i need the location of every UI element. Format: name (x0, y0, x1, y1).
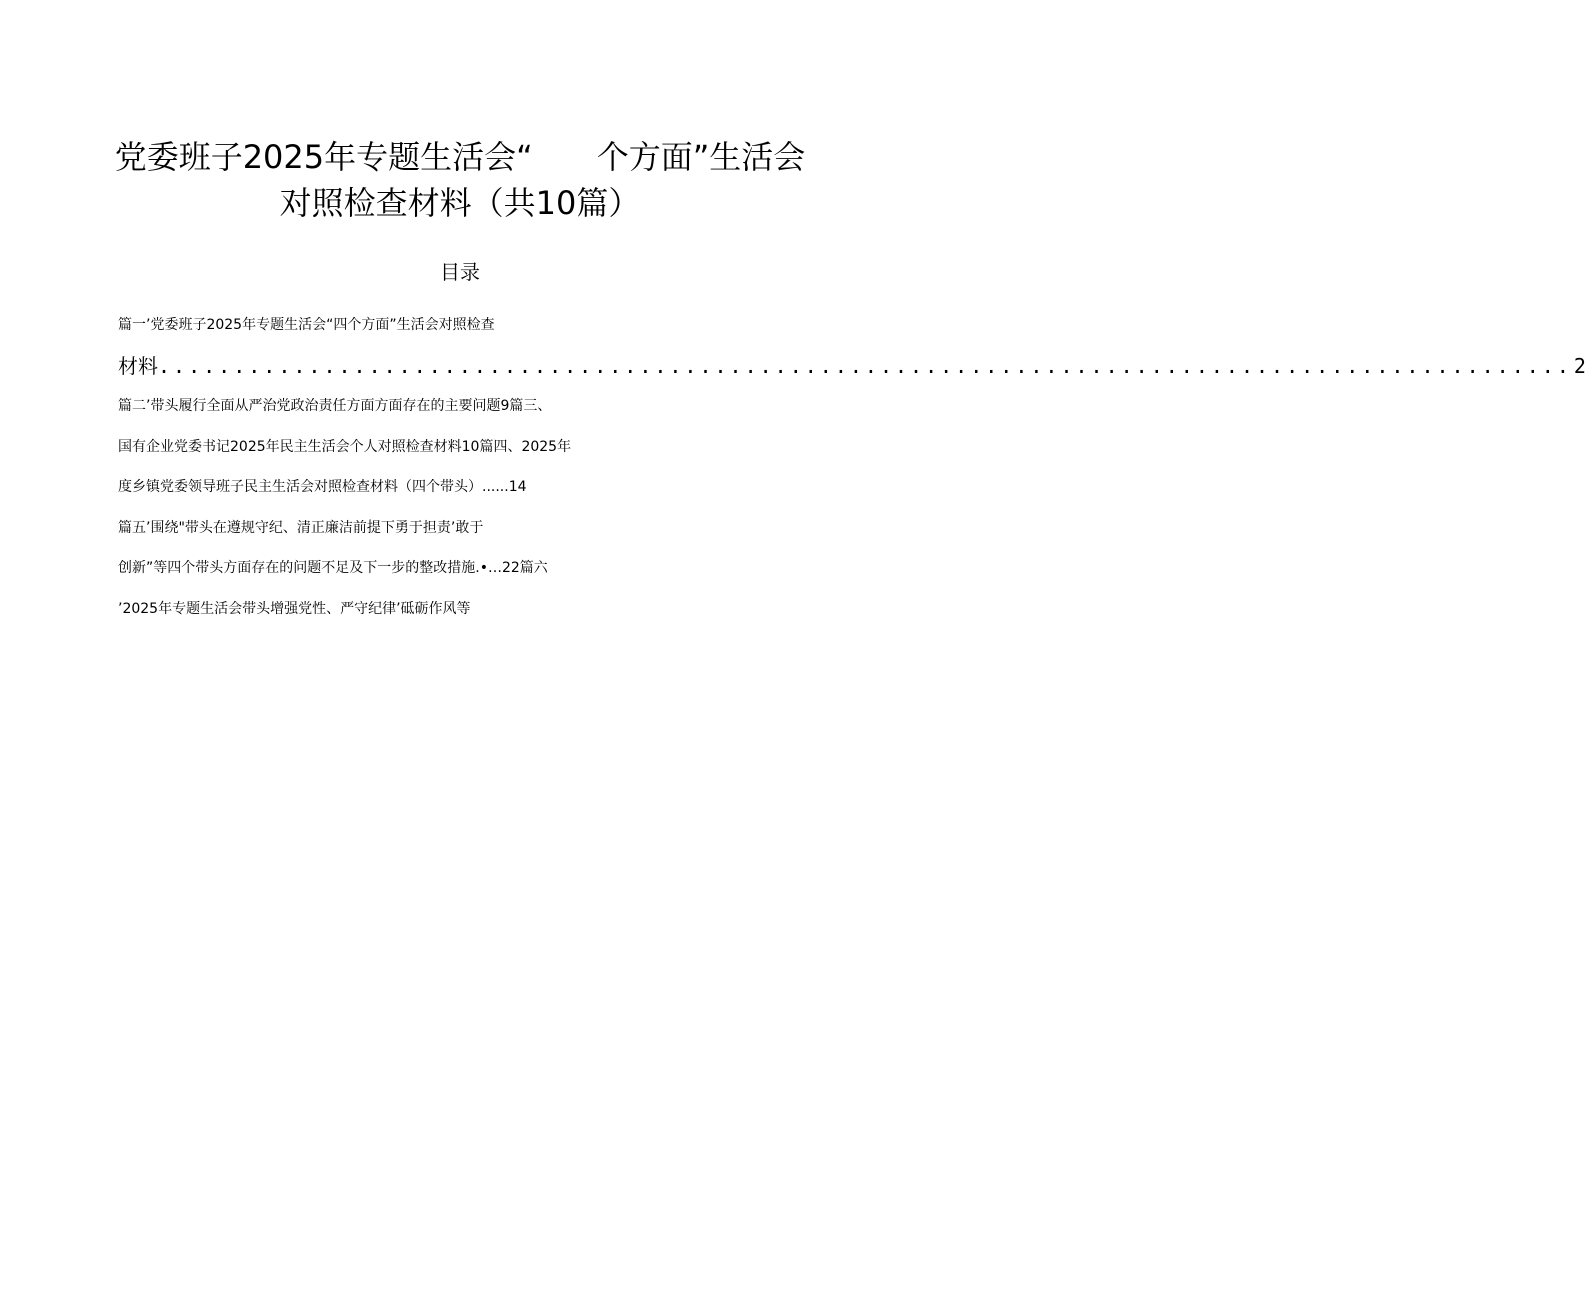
toc-heading: 目录 (440, 260, 480, 284)
toc-line-7[interactable]: 创新”等四个带头方面存在的问题不足及下一步的整改措施.•…22篇六 (118, 560, 548, 576)
toc-line-6[interactable]: 篇五’围绕"带头在遵规守纪、清正廉洁前提下勇于担责’敢于 (118, 519, 484, 536)
toc-page-number: 2 (1573, 353, 1586, 378)
toc-line-5[interactable]: 度乡镇党委领导班子民主生活会对照检查材料（四个带头）......14 (118, 479, 527, 495)
toc-line-1[interactable]: 篇一’党委班子2025年专题生活会“四个方面”生活会对照检查 (118, 317, 495, 333)
toc-line-4[interactable]: 国有企业党委书记2025年民主生活会个人对照检查材料10篇四、2025年 (118, 438, 572, 455)
table-of-contents (118, 305, 1586, 629)
toc-line-2-text: 材料 (118, 353, 158, 378)
toc-leader-dots: .............................................................................................. (158, 353, 1572, 378)
toc-line-3[interactable]: 篇二’带头履行全面从严治党政治责任方面方面存在的主要问题9篇三、 (118, 398, 552, 414)
document-title-line-2: 对照检查材料（共10篇） (279, 184, 641, 222)
toc-line-8[interactable]: ’2025年专题生活会带头增强党性、严守纪律’砥砺作风等 (118, 600, 471, 617)
document-title-line-1: 党委班子2025年专题生活会“ 个方面”生活会 (114, 138, 806, 176)
toc-line-2[interactable] (118, 346, 1586, 387)
